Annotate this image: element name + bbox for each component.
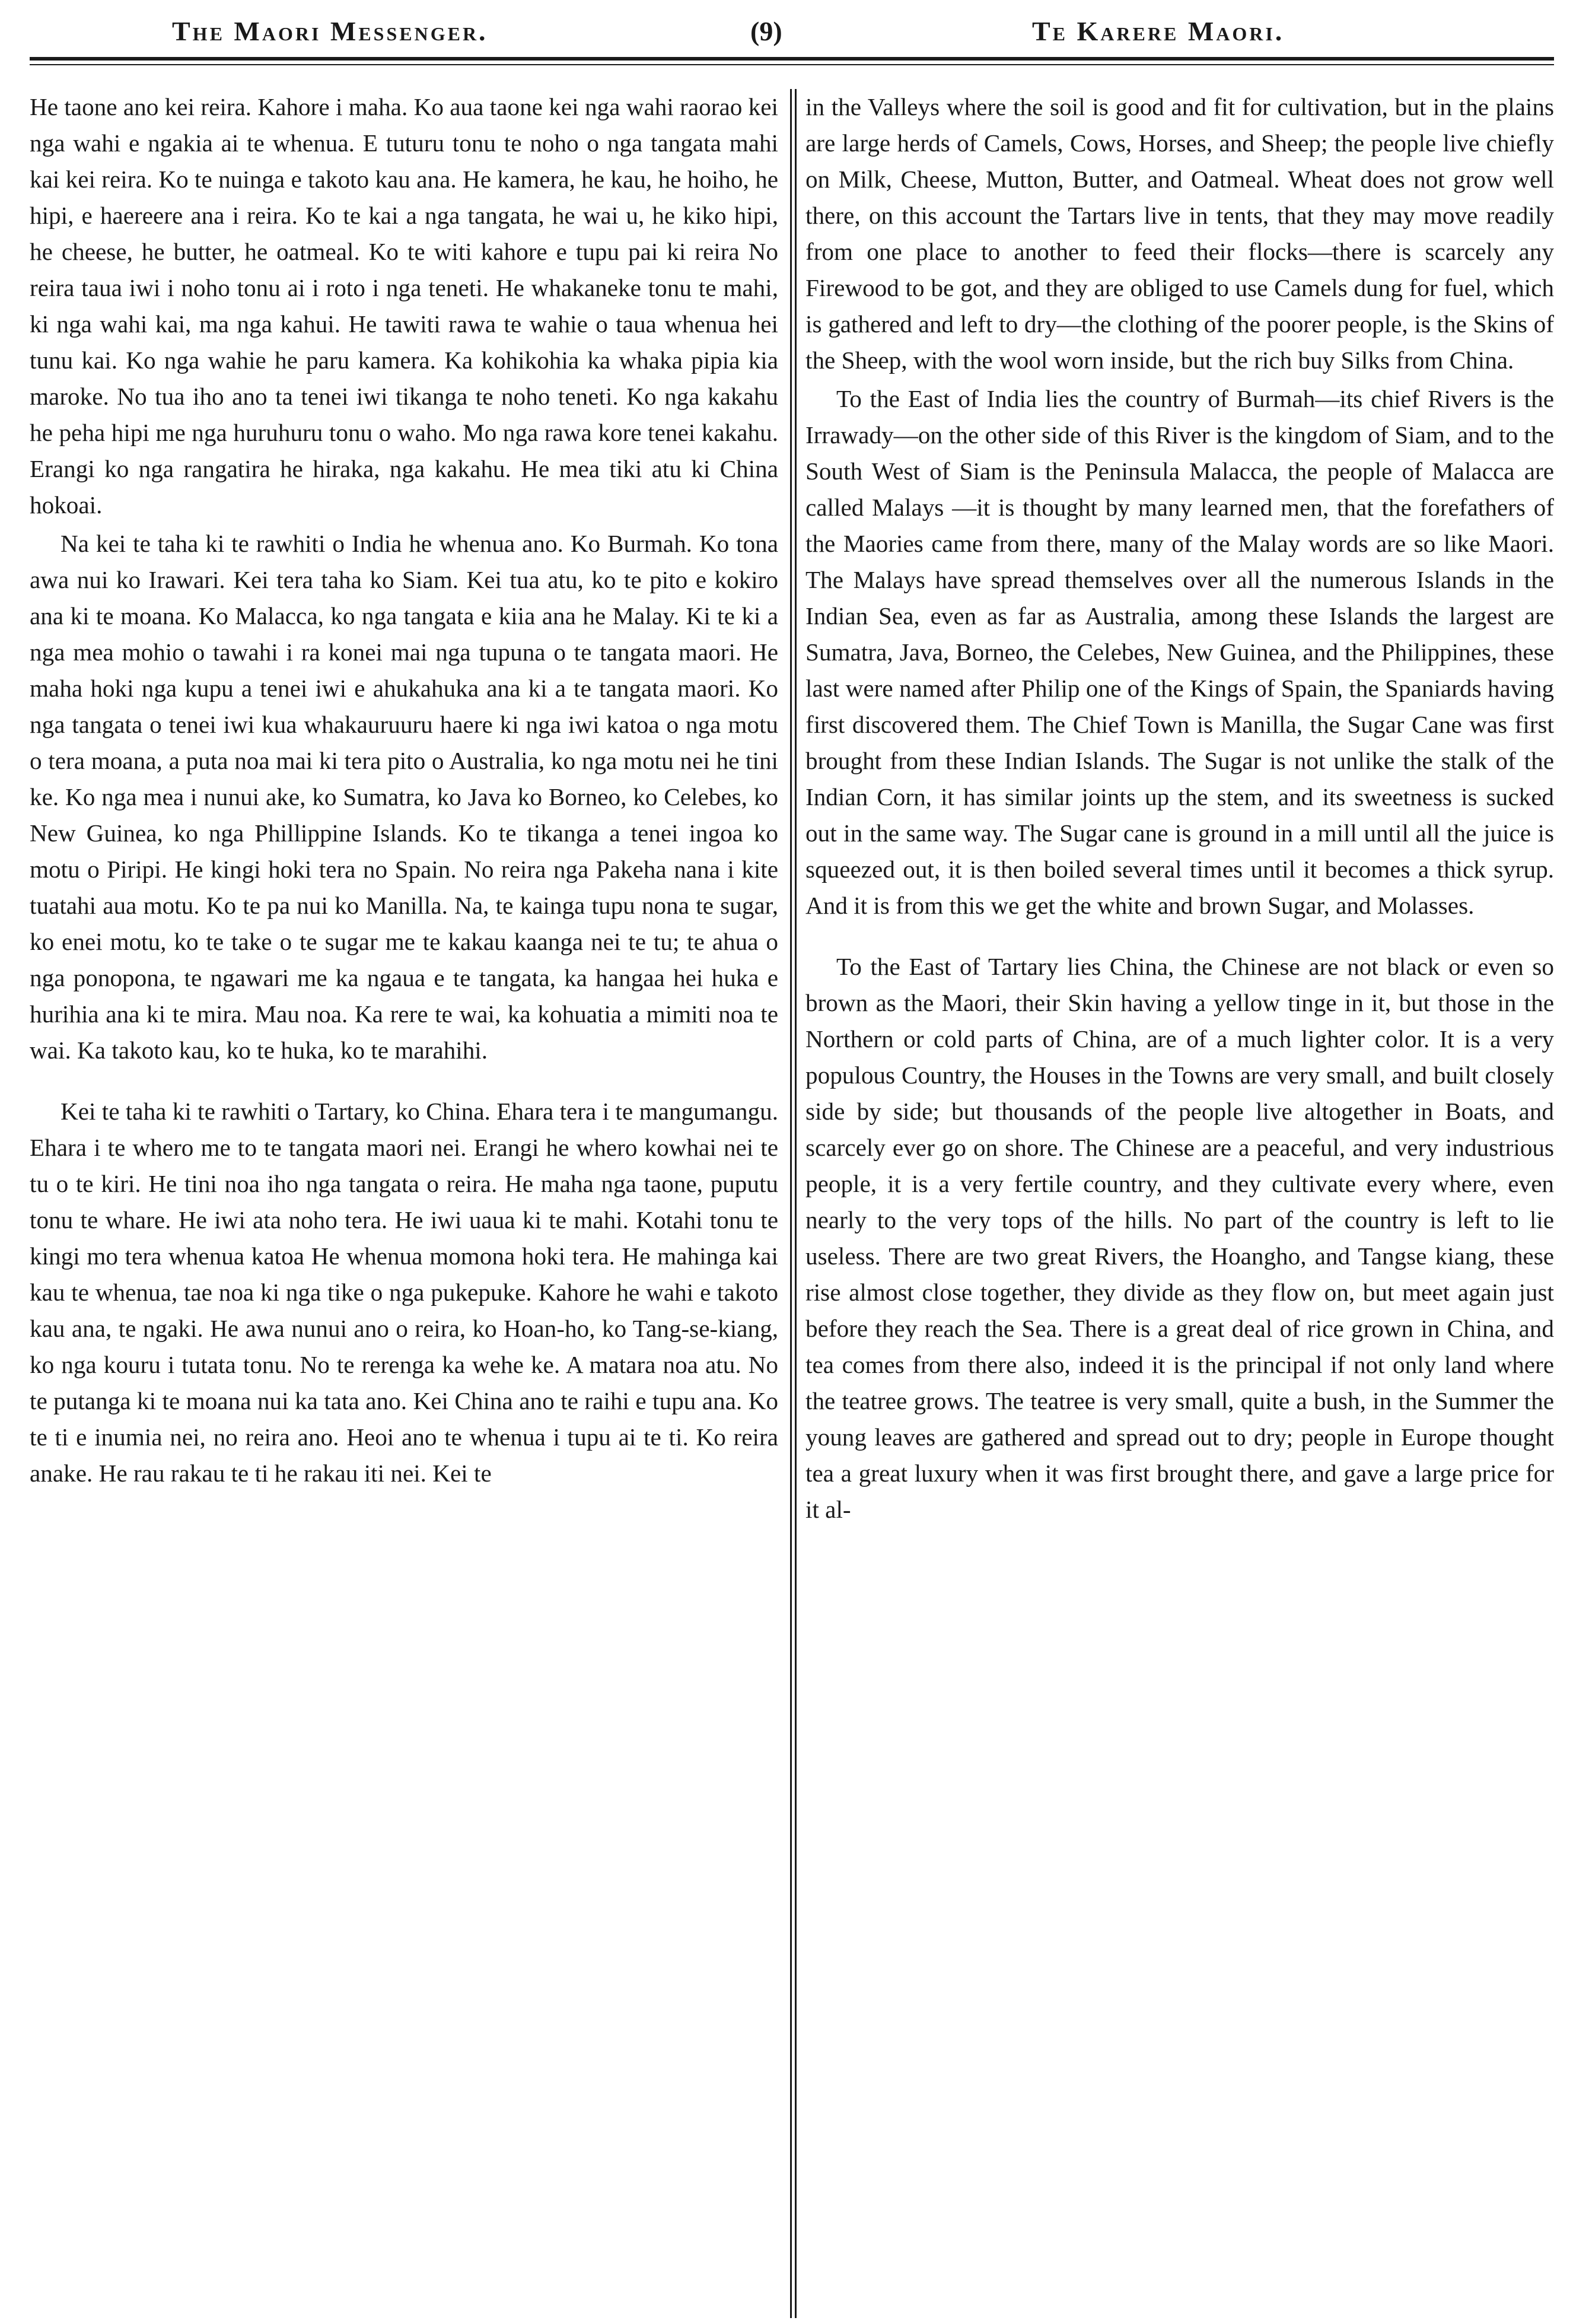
page-number: (9): [750, 16, 782, 46]
english-masthead-title: The Maori Messenger.: [172, 16, 488, 46]
maori-paragraph-china: Kei te taha ki te rawhiti o Tartary, ko China. Ehara tera i te mangumangu. Ehara i te whero me to te tangata maori nei. Erangi he whero kowhai nei te tu o te kiri. He tini noa iho nga tangata o reira. He maha nga taone, puputu tonu te whare. He iwi ata noho tera. He iwi uaua ki te mahi. Kotahi tonu te kingi mo tera whenua katoa He whenua momona hoki tera. He mahinga kai kau te whenua, tae noa ki nga tike o nga pukepuke. Kahore he wahi e takoto kau ana, te ngaki. He awa nunui ano o reira, ko Hoan-ho, ko Tang-se-kiang, ko nga kouru i tutata tonu. No te rerenga ka wehe ke. A matara noa atu. No te putanga ki te moana nui ka tata ano. Kei China ano te raihi e tupu ana. Ko te ti e inumia nei, no reira ano. Heoi ano te whenua i tupu ai te ti. Ko reira anake. He rau rakau te ti he rakau iti nei. Kei te: [30, 1098, 778, 1487]
column-divider-right-line: [795, 89, 797, 2318]
header-rule-thick: [30, 57, 1554, 61]
newspaper-page: [30, 7, 1554, 2318]
header-rule-thin: [30, 64, 1554, 65]
maori-masthead-title: Te Karere Maori.: [1032, 16, 1285, 46]
english-paragraph-burmah-malacca: To the East of India lies the country of Burmah—its chief Rivers is the Irrawady—on the other side of this River is the kingdom of Siam, and to the South West of Siam is the Peninsula Malacca, the people of Malacca are called Malays —it is thought by many learned men, that the forefathers of the Maories came from there, many of the Malay words are so like Maori. The Malays have spread themselves over all the numerous Islands in the Indian Sea, even as far as Australia, among these Islands the largest are Sumatra, Java, Borneo, the Celebes, New Guinea, and the Philippines, these last were named after Philip one of the Kings of Spain, the Spaniards having first discovered them. The Chief Town is Manilla, the Sugar Cane was first brought from these Indian Islands. The Sugar is not unlike the stalk of the Indian Corn, it has similar joints up the stem, and its sweetness is sucked out in the same way. The Sugar cane is ground in a mill until all the juice is squeezed out, it is then boiled several times until it becomes a thick syrup. And it is from this we get the white and brown Sugar, and Molasses.: [805, 385, 1554, 919]
page-header: [30, 7, 1554, 55]
column-divider-left-line: [790, 89, 792, 2318]
maori-text-column: [30, 89, 778, 1492]
maori-paragraph-burmah-malacca: Na kei te taha ki te rawhiti o India he whenua ano. Ko Burmah. Ko tona awa nui ko Irawari. Kei tera taha ko Siam. Kei tua atu, ko te pito e kokiro ana ki te moana. Ko Malacca, ko nga tangata e kiia ana he Malay. Ki te ki a nga mea mohio o tawahi i ra konei mai nga tupuna o te tangata maori. He maha hoki nga kupu a tenei iwi e ahukahuka ana ki a te tangata maori. Ko nga tangata o tenei iwi kua whakauruuru haere ki nga iwi katoa o nga motu o tera moana, a puta noa mai ki tera pito o Australia, ko nga motu nei he tini ke. Ko nga mea i nunui ake, ko Sumatra, ko Java ko Borneo, ko Celebes, ko New Guinea, ko nga Phillippine Islands. Ko te tikanga a tenei ingoa ko motu o Piripi. He kingi hoki tera no Spain. No reira nga Pakeha nana i kite tuatahi aua motu. Ko te pa nui ko Manilla. Na, te kainga tupu nona te sugar, ko enei motu, ko te take o te sugar me te kakau kaanga nei te tu; te ahua o nga ponopona, te ngawari me ka ngaua e te tangata, ka hangaa hei huka e hurihia ana ki te mira. Mau noa. Ka rere te wai, ka kohuatia a mimiti noa te wai. Ka takoto kau, ko te huka, ko te marahihi.: [30, 530, 778, 1064]
maori-paragraph-tartary: He taone ano kei reira. Kahore i maha. Ko aua taone kei nga wahi raorao kei nga wahi e ngakia ai te whenua. E tuturu tonu te noho o nga tangata mahi kai kei reira. Ko te nuinga e takoto kau ana. He kamera, he kau, he hoiho, he hipi, e haereere ana i reira. Ko te kai a nga tangata, he wai u, he kiko hipi, he cheese, he butter, he oatmeal. Ko te witi kahore e tupu pai ki reira No reira taua iwi i noho tonu ai i roto i nga teneti. He whakaneke tonu te mahi, ki nga wahi kai, ma nga kahui. He tawiti rawa te wahie o taua whenua hei tunu kai. Ko nga wahie he paru kamera. Ka kohikohia ka whaka pipia kia maroke. No tua iho ano ta tenei iwi tikanga te noho teneti. Ko nga kakahu he peha hipi me nga huruhuru tonu o waho. Mo nga rawa kore tenei kakahu. Erangi ko nga rangatira he hiraka, nga kakahu. He mea tiki atu ki China hokoai.: [30, 93, 778, 519]
english-paragraph-tartary: in the Valleys where the soil is good and fit for cultivation, but in the plains are large herds of Camels, Cows, Horses, and Sheep; the people live chiefly on Milk, Cheese, Mutton, Butter, and Oatmeal. Wheat does not grow well there, on this account the Tartars live in tents, that they may move readily from one place to another to feed their flocks—there is scarcely any Firewood to be got, and they are obliged to use Camels dung for fuel, which is gathered and left to dry—the clothing of the poorer people, is the Skins of the Sheep, with the wool worn inside, but the rich buy Silks from China.: [805, 93, 1554, 374]
english-paragraph-china: To the East of Tartary lies China, the Chinese are not black or even so brown as the Maori, their Skin having a yellow tinge in it, but those in the Northern or cold parts of China, are of a much lighter color. It is a very populous Country, the Houses in the Towns are very small, and built closely side by side; but thousands of the people live altogether in Boats, and scarcely ever go on shore. The Chinese are a peaceful, and very industrious people, it is a very fertile country, and they cultivate every where, even nearly to the very tops of the hills. No part of the country is left to lie useless. There are two great Rivers, the Hoangho, and Tangse kiang, these rise almost close together, they divide as they flow on, but meet again just before they reach the Sea. There is a great deal of rice grown in China, and tea comes from there also, indeed it is the principal if not only land where the teatree grows. The teatree is very small, quite a bush, in the Summer the young leaves are gathered and spread out to dry; people in Europe thought tea a great luxury when it was first brought there, and gave a large price for it al-: [805, 953, 1554, 1523]
english-text-column: [805, 89, 1554, 1528]
